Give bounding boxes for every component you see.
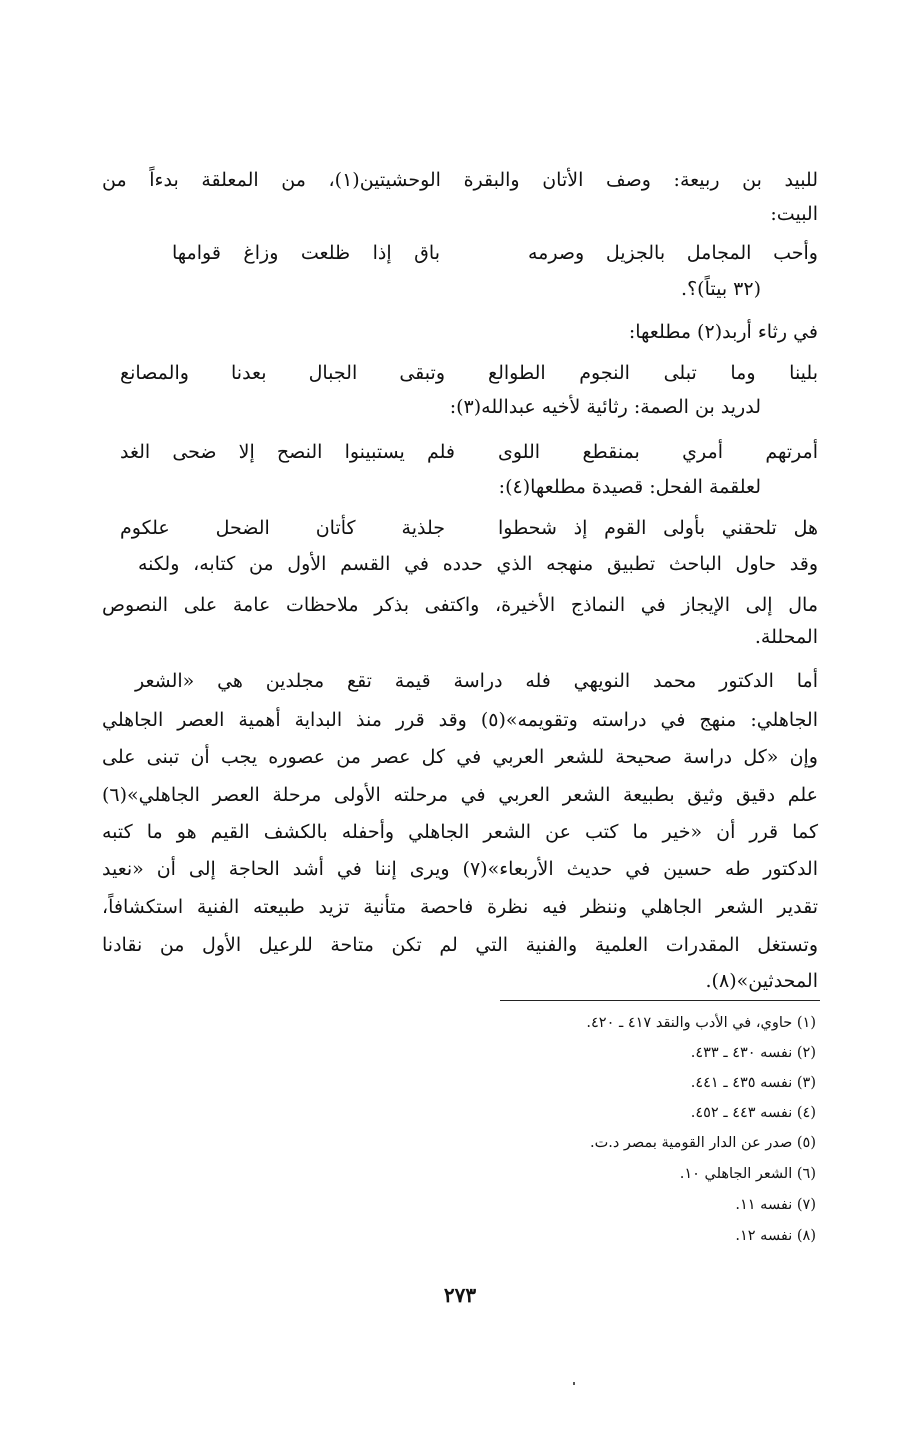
footnote: (٧) نفسه ١١. [735, 1197, 816, 1213]
body-line: تقدير الشعر الجاهلي وننظر فيه نظرة فاحصة متأنية تزيد طبيعته الفنية استكشافاً، [102, 896, 818, 918]
body-line: الجاهلي: منهج في دراسته وتقويمه»(٥) وقد قرر منذ البداية أهمية العصر الجاهلي [102, 709, 818, 731]
body-line: أما الدكتور محمد النويهي فله دراسة قيمة تقع مجلدين هي «الشعر [135, 670, 818, 692]
body-line: كما قرر أن «خير ما كتب عن الشعر الجاهلي وأحفله بالكشف القيم هو ما كتبه [102, 821, 818, 843]
verse-second-hemistich: فلم يستبينوا النصح إلا ضحى الغد [120, 441, 455, 463]
body-line: وقد حاول الباحث تطبيق منهجه الذي حدده في القسم الأول من كتابه، ولكنه [138, 553, 818, 575]
verse-first-hemistich: بلينا وما تبلى النجوم الطوالع [488, 362, 818, 384]
body-line: وتستغل المقدرات العلمية والفنية التي لم تكن متاحة للرعيل الأول من نقادنا [102, 934, 818, 956]
body-line: (٣٢ بيتاً)؟. [681, 278, 761, 300]
verse-first-hemistich: وأحب المجامل بالجزيل وصرمه [528, 242, 818, 264]
verse-first-hemistich: هل تلحقني بأولى القوم إذ شحطوا [498, 517, 818, 539]
body-line: للبيد بن ربيعة: وصف الأتان والبقرة الوحشيتين(١)، من المعلقة بدءاً من [102, 169, 819, 191]
scan-speck [573, 1382, 575, 1385]
body-line: المحدثين»(٨). [705, 970, 818, 992]
footnote-divider [500, 1000, 820, 1001]
footnote: (٦) الشعر الجاهلي ١٠. [679, 1166, 816, 1182]
footnote: (١) حاوي، في الأدب والنقد ٤١٧ ـ ٤٢٠. [586, 1015, 816, 1031]
body-line: في رثاء أربد(٢) مطلعها: [628, 321, 818, 343]
verse-second-hemistich: باق إذا ظلعت وزاغ قوامها [172, 242, 440, 264]
body-line: الدكتور طه حسين في حديث الأربعاء»(٧) ويرى إننا في أشد الحاجة إلى أن «نعيد [102, 858, 818, 880]
body-line: علم دقيق وثيق بطبيعة الشعر العربي في مرحلته الأولى مرحلة العصر الجاهلي»(٦) [102, 784, 818, 806]
footnote: (٢) نفسه ٤٣٠ ـ ٤٣٣. [690, 1045, 816, 1061]
body-line: البيت: [770, 203, 818, 225]
body-line: المحللة. [754, 626, 818, 648]
footnote: (٣) نفسه ٤٣٥ ـ ٤٤١. [690, 1075, 816, 1091]
footnote: (٨) نفسه ١٢. [735, 1228, 816, 1244]
body-line: وإن «كل دراسة صحيحة للشعر العربي في كل عصر من عصوره يجب أن تبنى على [102, 746, 818, 768]
footnote: (٥) صدر عن الدار القومية بمصر د.ت. [590, 1135, 816, 1151]
body-line: لعلقمة الفحل: قصيدة مطلعها(٤): [498, 476, 761, 498]
footnote: (٤) نفسه ٤٤٣ ـ ٤٥٢. [690, 1105, 816, 1121]
verse-second-hemistich: وتبقى الجبال بعدنا والمصانع [120, 362, 445, 384]
body-line: لدريد بن الصمة: رثائية لأخيه عبدالله(٣): [449, 396, 761, 418]
page-number: ٢٧٣ [443, 1283, 477, 1307]
verse-first-hemistich: أمرتهم أمري بمنقطع اللوى [498, 441, 818, 463]
verse-second-hemistich: جلذية كأتان الضحل علكوم [120, 517, 445, 539]
body-line: مال إلى الإيجاز في النماذج الأخيرة، واكتفى بذكر ملاحظات عامة على النصوص [102, 594, 818, 616]
